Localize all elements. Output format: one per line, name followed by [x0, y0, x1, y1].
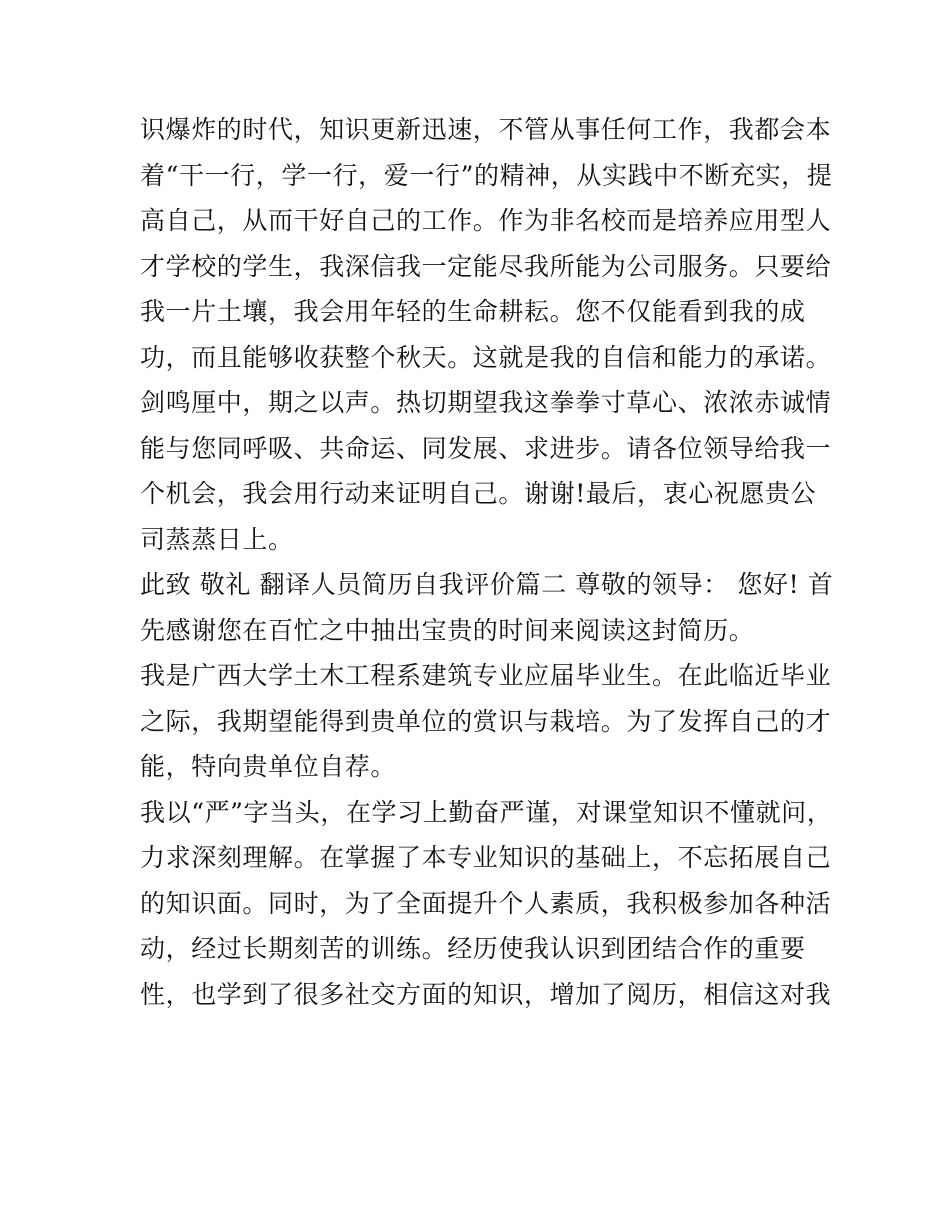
text-line: 我是广西大学土木工程系建筑专业应届毕业生。在此临近毕业 — [140, 661, 832, 690]
text-line: 的知识面。同时，为了全面提升个人素质，我积极参加各种活 — [140, 888, 832, 918]
text-line: 此致 敬礼 翻译人员简历自我评价篇二 尊敬的领导： 您好! 首 — [140, 570, 834, 599]
text-line: 之际，我期望能得到贵单位的赏识与栽培。为了发挥自己的才 — [140, 706, 832, 736]
text-line: 动，经过长期刻苦的训练。经历使我认识到团结合作的重要 — [140, 934, 806, 963]
text-line: 个机会，我会用行动来证明自己。谢谢!最后，衷心祝愿贵公 — [140, 479, 817, 508]
text-line: 才学校的学生，我深信我一定能尽我所能为公司服务。只要给 — [140, 251, 832, 281]
text-line: 能与您同呼吸、共命运、同发展、求进步。请各位领导给我一 — [140, 433, 832, 463]
text-line: 识爆炸的时代，知识更新迅速，不管从事任何工作，我都会本 — [140, 115, 832, 144]
text-line: 力求深刻理解。在掌握了本专业知识的基础上，不忘拓展自己 — [140, 843, 832, 872]
text-line: 着“干一行，学一行，爱一行”的精神，从实践中不断充实，提 — [140, 160, 833, 190]
text-line: 性，也学到了很多社交方面的知识，增加了阅历，相信这对我 — [140, 979, 832, 1009]
text-line: 功，而且能够收获整个秋天。这就是我的自信和能力的承诺。 — [140, 342, 832, 372]
text-line: 我一片土壤，我会用年轻的生命耕耘。您不仅能看到我的成 — [140, 297, 806, 326]
text-line: 高自己，从而干好自己的工作。作为非名校而是培养应用型人 — [140, 206, 832, 235]
document-body — [140, 107, 834, 1017]
text-line: 司蒸蒸日上。 — [140, 524, 294, 554]
text-line: 能，特向贵单位自荐。 — [140, 752, 397, 781]
text-line: 我以“严”字当头，在学习上勤奋严谨，对课堂知识不懂就问， — [140, 797, 833, 827]
text-line: 先感谢您在百忙之中抽出宝贵的时间来阅读这封简历。 — [140, 615, 755, 645]
text-line: 剑鸣厘中，期之以声。热切期望我这拳拳寸草心、浓浓赤诚情 — [140, 388, 832, 417]
